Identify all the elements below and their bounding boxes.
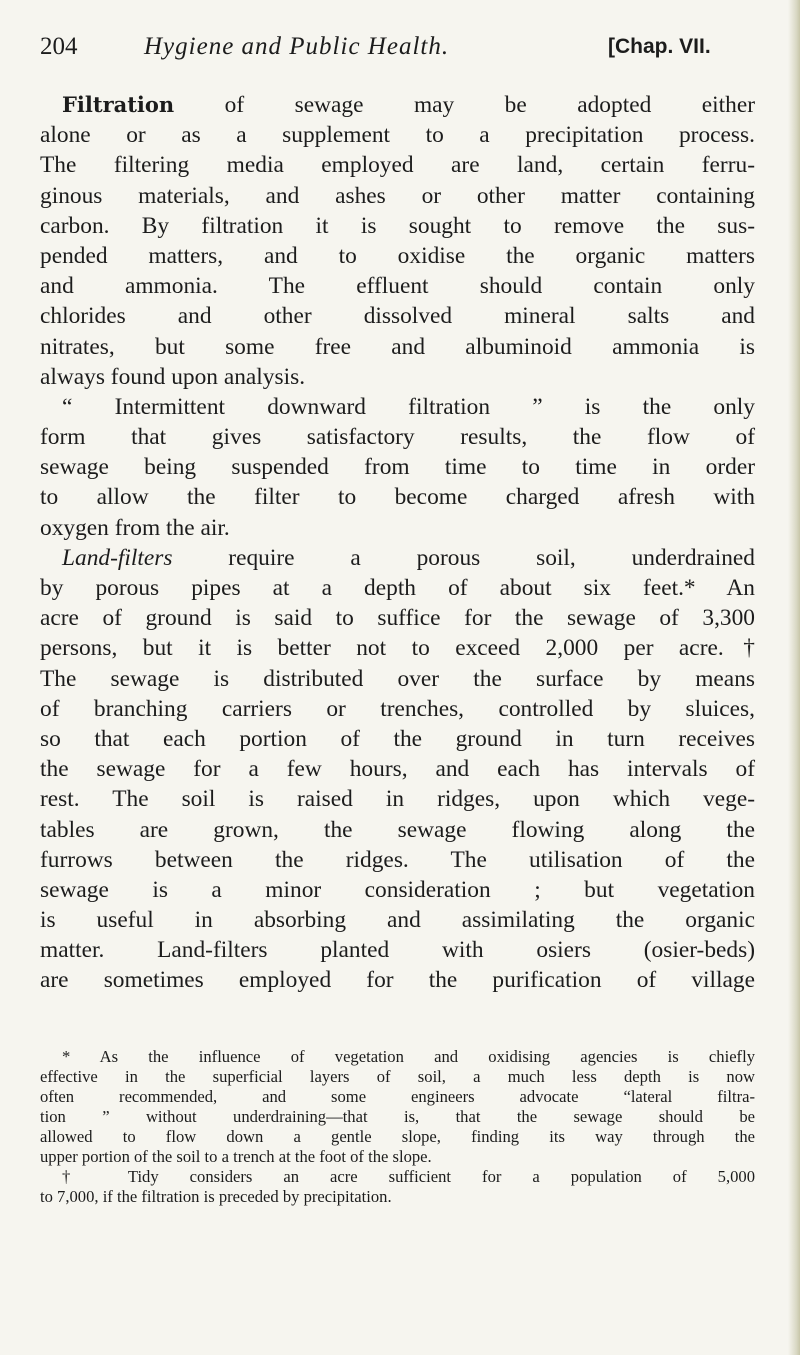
- chapter-label: [Chap. VII.: [608, 35, 711, 58]
- text-line: The sewage is distributed over the surface by means: [40, 665, 755, 692]
- body-text: [40, 90, 755, 996]
- text-line: always found upon analysis.: [40, 363, 306, 390]
- text-line: persons, but it is better not to exceed 2,000 per acre.†: [40, 635, 755, 662]
- text-line: tables are grown, the sewage flowing along the: [40, 816, 755, 843]
- text-line: Land-filters require a porous soil, underdrained: [62, 544, 755, 571]
- running-title: Hygiene and Public Health.: [144, 33, 450, 60]
- text-line: sewage is a minor consideration ; but vegetation: [40, 876, 755, 903]
- text-line: by porous pipes at a depth of about six feet.* An: [40, 575, 755, 601]
- text-line: of branching carriers or trenches, controlled by sluices,: [40, 695, 755, 722]
- footnote-line: to 7,000, if the filtration is preceded by precipitation.: [40, 1187, 392, 1206]
- text-line: are sometimes employed for the purification of village: [40, 967, 755, 994]
- text-line: and ammonia. The effluent should contain only: [40, 273, 755, 300]
- footnote-line: effective in the superficial layers of soil, a much less depth is now: [40, 1067, 755, 1086]
- text-line: alone or as a supplement to a precipitation process.: [40, 122, 755, 149]
- footnote-line: often recommended, and some engineers advocate “lateral filtra-: [40, 1087, 755, 1106]
- text-line: acre of ground is said to suffice for the sewage of 3,300: [40, 605, 755, 632]
- text-line: nitrates, but some free and albuminoid ammonia is: [40, 333, 755, 360]
- text-line: matter. Land-filters planted with osiers (osier-beds): [40, 937, 755, 964]
- text-line: pended matters, and to oxidise the organic matters: [40, 242, 755, 269]
- text-line: “ Intermittent downward filtration ” is the only: [62, 393, 755, 420]
- text-line: form that gives satisfactory results, the flow of: [40, 424, 755, 451]
- page-number: 204: [40, 33, 78, 60]
- text-line: The filtering media employed are land, certain ferru-: [40, 152, 755, 179]
- running-header: [40, 30, 775, 64]
- footnote-line: † Tidy considers an acre sufficient for a population of 5,000: [62, 1167, 755, 1186]
- text-line: the sewage for a few hours, and each has intervals of: [40, 756, 755, 783]
- footnotes: [40, 1047, 755, 1207]
- text-line: chlorides and other dissolved mineral salts and: [40, 303, 755, 330]
- text-line: so that each portion of the ground in turn receives: [40, 725, 755, 752]
- paragraph-lead-land-filters: Land-filters: [62, 544, 173, 571]
- text-line: oxygen from the air.: [40, 514, 230, 541]
- footnote-line: * As the influence of vegetation and oxidising agencies is chiefly: [62, 1047, 755, 1066]
- text-line: to allow the filter to become charged afresh with: [40, 484, 755, 511]
- page-edge-shadow: [788, 0, 800, 1355]
- text-line: rest. The soil is raised in ridges, upon which vege-: [40, 786, 755, 813]
- text-line: ginous materials, and ashes or other matter containing: [40, 182, 755, 209]
- footnote-line: allowed to flow down a gentle slope, finding its way through the: [40, 1127, 755, 1146]
- text-line: sewage being suspended from time to time in order: [40, 454, 755, 481]
- paragraph-lead-filtration: Filtration: [62, 92, 175, 117]
- footnote-line: tion ” without underdraining—that is, that the sewage should be: [40, 1107, 755, 1126]
- text-line: Filtration of sewage may be adopted either: [62, 92, 755, 118]
- text-line: carbon. By filtration it is sought to remove the sus-: [40, 212, 755, 239]
- text-line: furrows between the ridges. The utilisation of the: [40, 846, 755, 873]
- footnote-line: upper portion of the soil to a trench at the foot of the slope.: [40, 1147, 432, 1166]
- text-line: is useful in absorbing and assimilating the organic: [40, 907, 755, 934]
